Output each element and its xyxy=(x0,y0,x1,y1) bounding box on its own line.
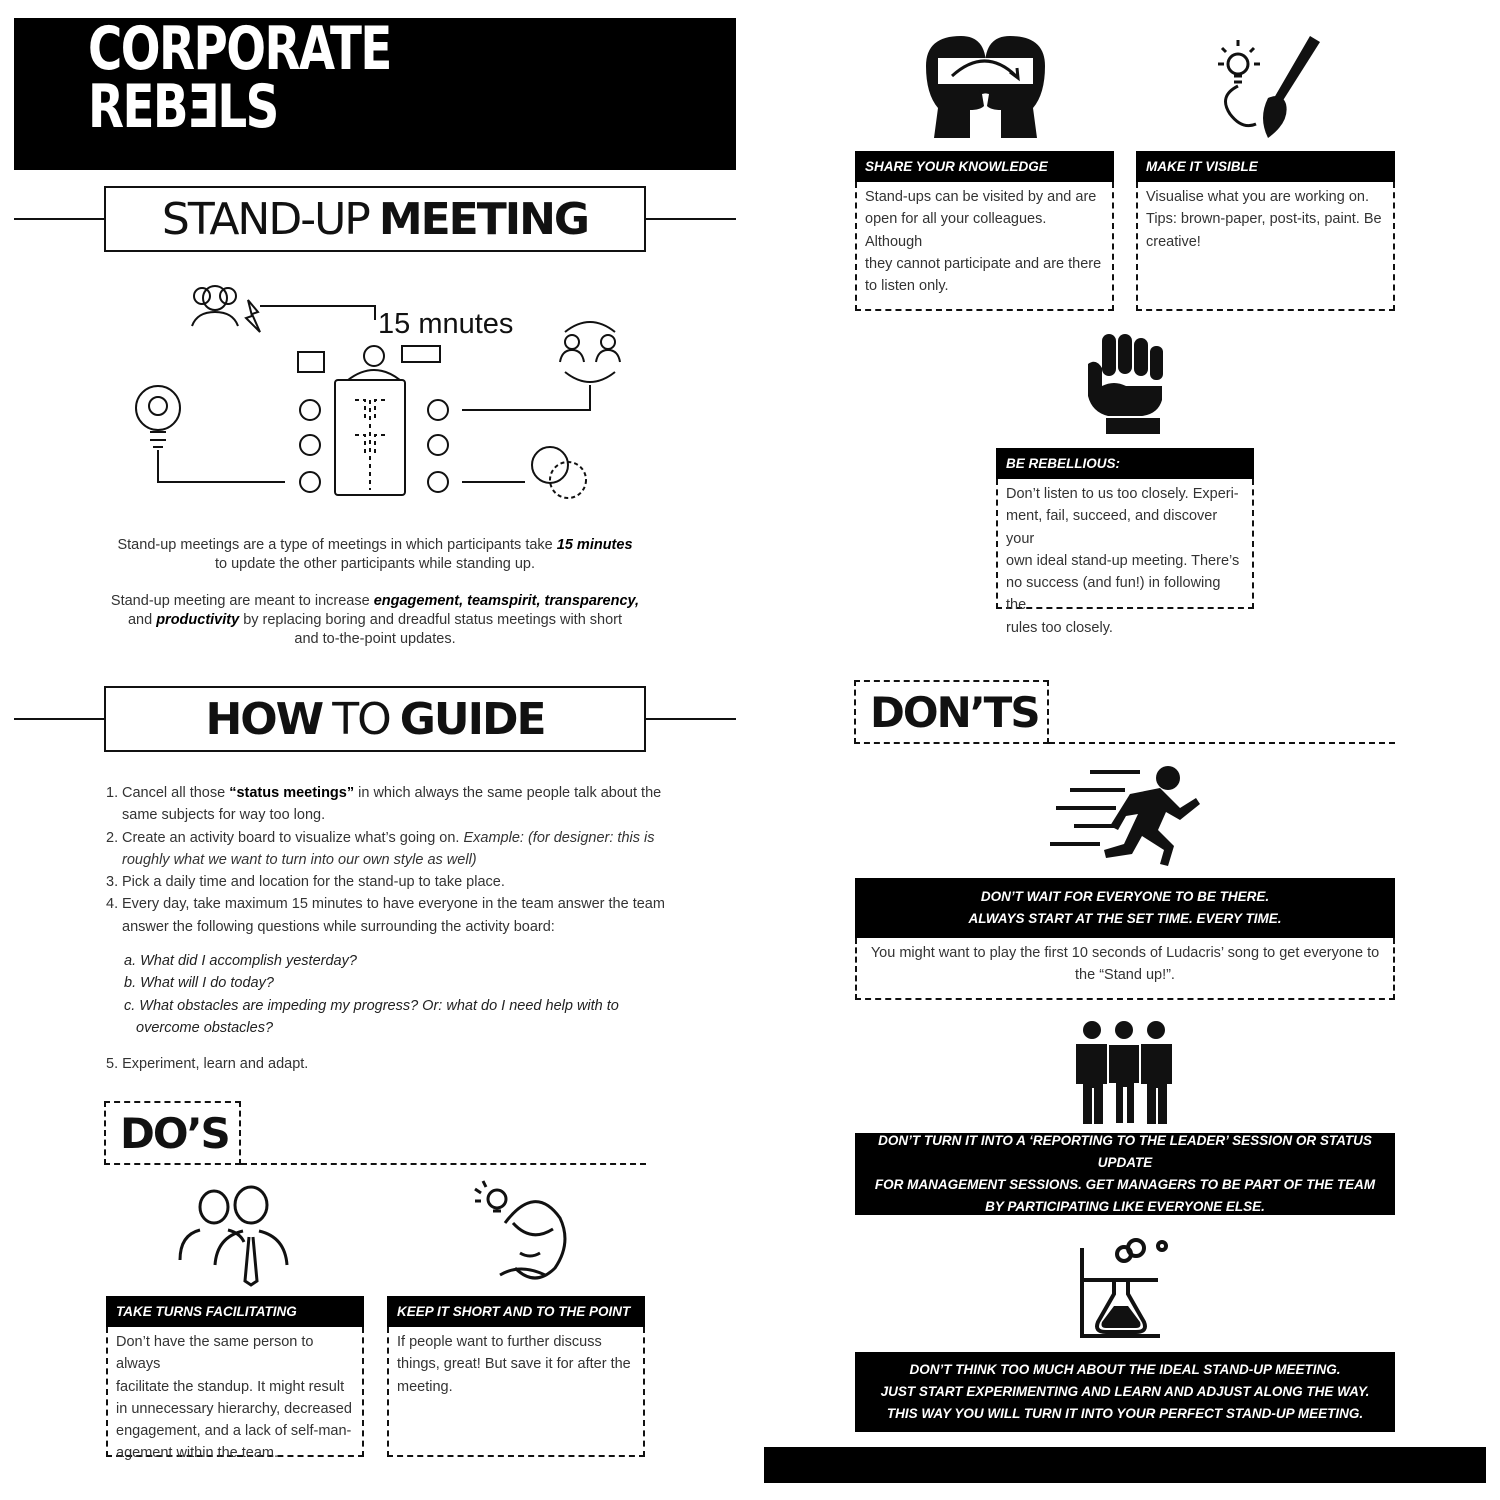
intro-emphasis: 15 minutes xyxy=(556,537,633,553)
question-item: b. What will I do today? xyxy=(124,975,274,992)
card-line: Don’t have the same person to always xyxy=(116,1334,314,1373)
card-line: no success (and fun!) in following the xyxy=(1006,575,1221,614)
card-body xyxy=(387,1327,645,1457)
question-item: a. What did I accomplish yesterday? xyxy=(124,953,357,969)
card-header: KEEP IT SHORT AND TO THE POINT xyxy=(387,1296,645,1327)
item-italic: Example: (for designer: this is xyxy=(463,829,655,846)
card-line: Stand-ups can be visited by and are xyxy=(865,189,1097,205)
dont-note xyxy=(855,938,1395,1000)
item-number: 3. xyxy=(106,874,119,891)
item-text: answer the following questions while surrounding the activity board: xyxy=(122,918,555,935)
note-line: You might want to play the first 10 seconds of Ludacris’ song to get everyone to xyxy=(870,945,1380,961)
connector-line xyxy=(158,450,285,482)
card-header: SHARE YOUR KNOWLEDGE xyxy=(855,151,1114,182)
question-list xyxy=(124,950,664,1039)
lightbulb-gear-icon xyxy=(136,386,180,447)
item-text: in which always the same people talk about the xyxy=(354,785,662,801)
dont-line: DON’T TURN IT INTO A ‘REPORTING TO THE LEADER’ SESSION OR STATUS UPDATE xyxy=(878,1133,1372,1170)
card-line: they cannot participate and are there xyxy=(865,255,1102,272)
guide-item xyxy=(106,893,676,938)
standup-title-bold: MEETING xyxy=(378,193,589,245)
card-body xyxy=(1136,182,1395,311)
item-number: 1. xyxy=(106,785,119,801)
dont-line: DON’T WAIT FOR EVERYONE TO BE THERE. xyxy=(980,889,1270,904)
intro-text: and xyxy=(127,612,157,628)
item-number: 2. xyxy=(106,829,119,846)
card-line: meeting. xyxy=(397,1378,453,1395)
dashed-divider xyxy=(1049,742,1395,744)
dont-box xyxy=(855,878,1395,938)
intro-emphasis: engagement, teamspirit, transparency, xyxy=(373,593,640,609)
guide-title xyxy=(104,686,646,752)
card-line: Don’t listen to us too closely. Experi- xyxy=(1006,486,1239,502)
managers-icon xyxy=(175,1185,295,1285)
dashed-divider xyxy=(241,1163,646,1165)
intro-text: Stand-up meetings are a type of meetings in which participants take xyxy=(117,537,557,553)
connector-line xyxy=(260,306,375,320)
intro-paragraph-1 xyxy=(90,536,660,574)
card-line: ment, fail, succeed, and discover your xyxy=(1006,508,1218,547)
card-line: Tips: brown-paper, post-its, paint. Be xyxy=(1146,211,1382,228)
item-emphasis: “status meetings” xyxy=(229,785,355,801)
stressed-person-icon xyxy=(192,286,260,332)
card-line: in unnecessary hierarchy, decreased xyxy=(116,1400,352,1417)
standup-title-light: STAND-UP xyxy=(161,193,369,245)
card-body xyxy=(855,182,1114,311)
dont-box xyxy=(855,1133,1395,1215)
team-group-icon xyxy=(1074,1020,1176,1124)
card-line: own ideal stand-up meeting. There’s xyxy=(1006,552,1240,569)
card-line: engagement, and a lack of self-man- xyxy=(116,1423,352,1440)
question-item: c. What obstacles are impeding my progress? Or: what do I need help with to xyxy=(124,997,619,1014)
connector-line xyxy=(462,385,590,410)
lab-flask-icon xyxy=(1078,1238,1174,1340)
card-body xyxy=(996,479,1254,636)
standup-title xyxy=(104,186,646,252)
item-text: Create an activity board to visualize what’s going on. xyxy=(122,829,464,846)
card-header: TAKE TURNS FACILITATING xyxy=(106,1296,364,1327)
intro-emphasis: productivity xyxy=(156,612,240,628)
card-header: BE REBELLIOUS: xyxy=(996,448,1254,479)
item-text: Pick a daily time and location for the stand-up to take place. xyxy=(122,874,505,891)
card-line: If people want to further discuss xyxy=(397,1334,602,1350)
heads-exchange-icon xyxy=(918,36,1053,138)
intro-text: to update the other participants while standing up. xyxy=(214,556,536,572)
card-line: rules too closely. xyxy=(1006,619,1113,636)
running-person-icon xyxy=(1050,764,1200,868)
raised-fist-icon xyxy=(1088,334,1166,436)
card-line: to listen only. xyxy=(865,278,949,295)
dont-box xyxy=(855,1352,1395,1432)
dont-line: THIS WAY YOU WILL TURN IT INTO YOUR PERFECT STAND-UP MEETING. xyxy=(886,1406,1364,1421)
intro-text: and to-the-point updates. xyxy=(294,631,456,647)
card-line: open for all your colleagues. Although xyxy=(865,211,1047,250)
meeting-table-icon xyxy=(298,346,448,495)
card-header: MAKE IT VISIBLE xyxy=(1136,151,1395,182)
card-line: agement within the team. xyxy=(116,1445,279,1462)
brand-line-2: REBƎLS xyxy=(88,72,278,142)
guide-item xyxy=(106,871,676,893)
card-body xyxy=(106,1327,364,1462)
footer-bar xyxy=(764,1447,1486,1483)
intro-text: Stand-up meeting are meant to increase xyxy=(110,593,374,609)
paintbrush-idea-icon xyxy=(1210,36,1322,140)
brand-logo xyxy=(88,14,391,142)
guide-title-b: TO xyxy=(332,693,390,745)
dont-line: JUST START EXPERIMENTING AND LEARN AND ADJUST ALONG THE WAY. xyxy=(880,1384,1370,1399)
item-text: same subjects for way too long. xyxy=(122,807,326,824)
item-text: Cancel all those xyxy=(122,785,230,801)
guide-item-5: 5. Experiment, learn and adapt. xyxy=(106,1056,309,1072)
dont-line: ALWAYS START AT THE SET TIME. EVERY TIME. xyxy=(968,911,1282,926)
dont-line: BY PARTICIPATING LIKE EVERYONE ELSE. xyxy=(985,1199,1265,1214)
card-line: Visualise what you are working on. xyxy=(1146,189,1369,205)
card-line: things, great! But save it for after the xyxy=(397,1356,631,1373)
intro-paragraph-2 xyxy=(90,592,660,649)
dont-line: DON’T THINK TOO MUCH ABOUT THE IDEAL STAND-UP MEETING. xyxy=(909,1362,1341,1377)
intro-text: by replacing boring and dreadful status meetings with short xyxy=(239,612,623,628)
dos-title: DO’S xyxy=(104,1101,241,1165)
guide-item xyxy=(106,782,676,827)
brand-line-1: CORPORATE xyxy=(88,14,391,84)
guide-title-c: GUIDE xyxy=(399,693,545,745)
donts-title: DON’TS xyxy=(854,680,1049,744)
overlap-circles-icon xyxy=(532,447,586,498)
guide-title-a: HOW xyxy=(205,693,323,745)
card-line: facilitate the standup. It might result xyxy=(116,1378,345,1395)
duration-label: 15 mnutes xyxy=(378,308,514,340)
people-swap-icon xyxy=(560,322,620,382)
guide-item xyxy=(106,827,676,872)
item-italic: roughly what we want to turn into our own style as well) xyxy=(122,851,477,868)
note-line: the “Stand up!”. xyxy=(1075,967,1175,984)
idea-person-icon xyxy=(465,1183,575,1283)
question-item: overcome obstacles? xyxy=(136,1019,274,1036)
guide-list xyxy=(106,782,676,938)
item-text: Every day, take maximum 15 minutes to have everyone in the team answer the team xyxy=(122,896,665,913)
meeting-diagram xyxy=(120,270,620,520)
dont-line: FOR MANAGEMENT SESSIONS. GET MANAGERS TO BE PART OF THE TEAM xyxy=(874,1177,1376,1192)
card-line: creative! xyxy=(1146,233,1201,250)
item-number: 4. xyxy=(106,896,119,913)
